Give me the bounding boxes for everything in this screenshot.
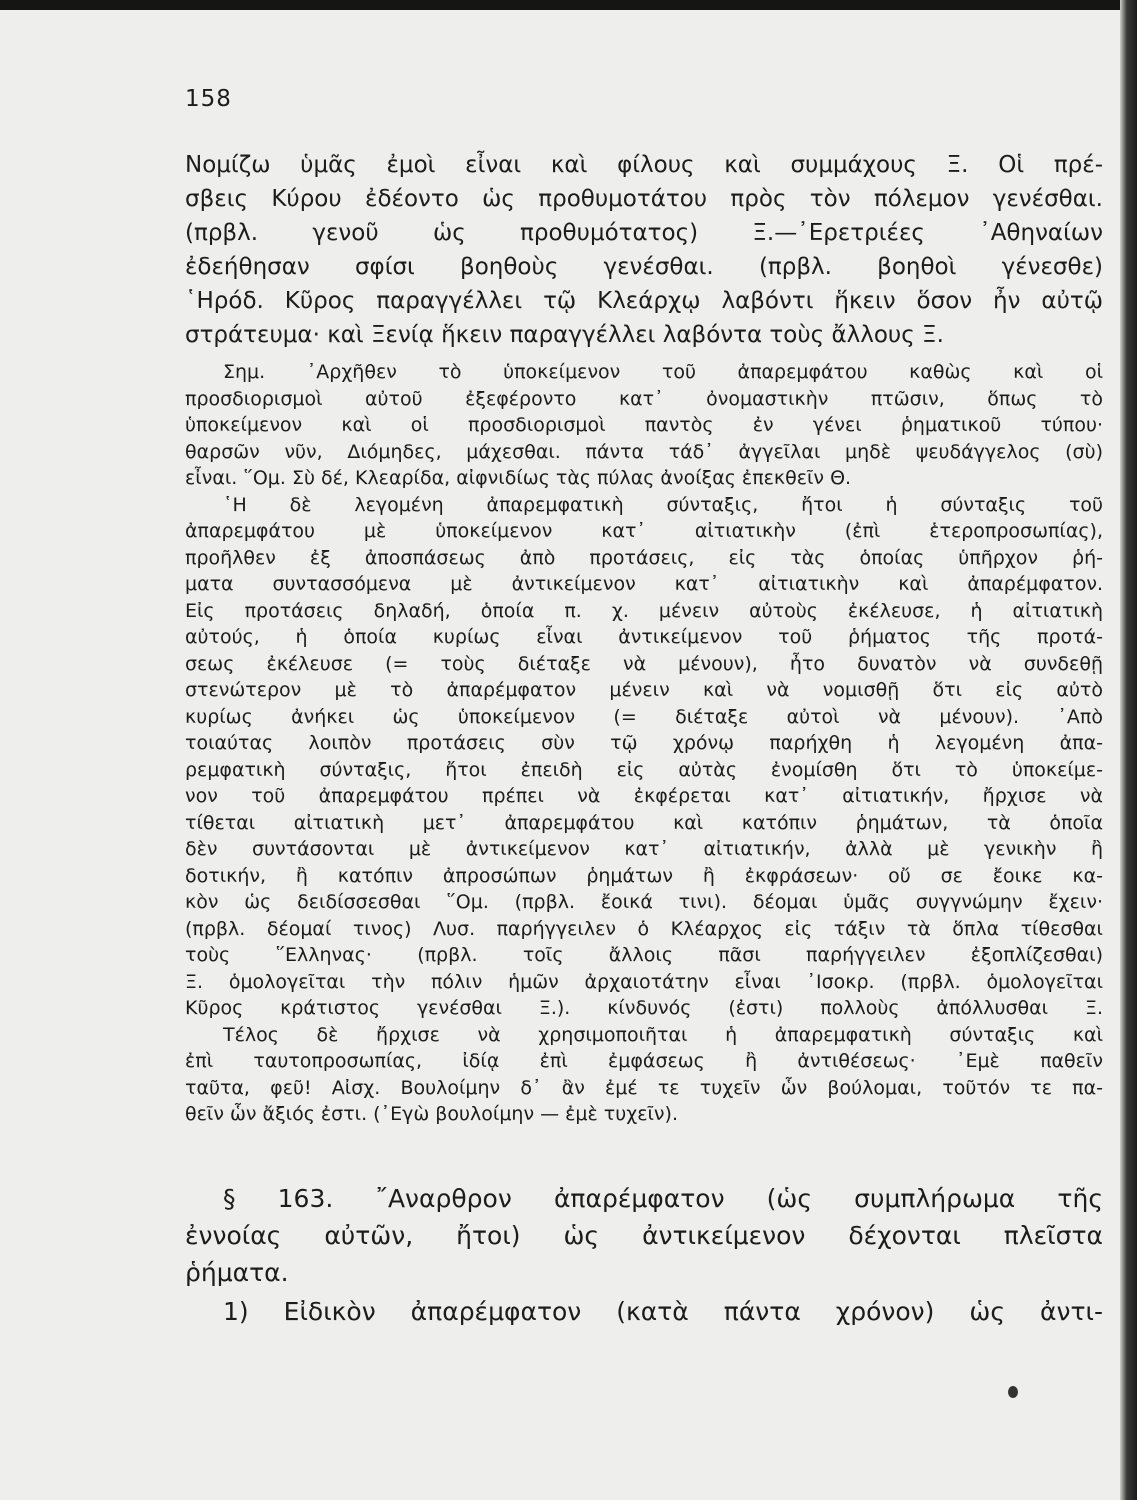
- text-line: στράτευμα· καὶ Ξενίᾳ ἥκειν παραγγέλλει λαβόντα τοὺς ἄλλους Ξ.: [185, 322, 944, 348]
- paragraph-note: [185, 359, 1103, 1128]
- text-line: 1) Εἰδικὸν ἀπαρέμφατον (κατὰ πάντα χρόνον) ὡς ἀντι-: [223, 1297, 1103, 1326]
- text-line: ἐννοίας αὐτῶν, ἤτοι) ὡς ἀντικείμενον δέχονται πλεῖστα: [185, 1221, 1103, 1250]
- text-line: (πρβλ. δέομαί τινος) Λυσ. παρήγγειλεν ὁ Κλέαρχος εἰς τάξιν τὰ ὅπλα τίθεσθαι: [185, 917, 1103, 940]
- text-line: ἀπαρεμφάτου μὲ ὑποκείμενον κατ᾿ αἰτιατικὴν (ἐπὶ ἑτεροπροσωπίας),: [185, 520, 1103, 542]
- text-line: ἐδεήθησαν σφίσι βοηθοὺς γενέσθαι. (πρβλ. βοηθοὶ γένεσθε): [185, 254, 1103, 280]
- text-line: Τέλος δὲ ἤρχισε νὰ χρησιμοποιῆται ἡ ἀπαρεμφατικὴ σύνταξις καὶ: [223, 1023, 1103, 1046]
- text-line: τοὺς ῞Ελληνας· (πρβλ. τοῖς ἄλλοις πᾶσι παρήγγειλεν ἐξοπλίζεσθαι): [185, 944, 1103, 966]
- text-line: ὑποκείμενον καὶ οἱ προσδιορισμοὶ παντὸς ἐν γένει ῥηματικοῦ τύπου·: [185, 414, 1103, 436]
- text-line: Νομίζω ὑμᾶς ἐμοὶ εἶναι καὶ φίλους καὶ συμμάχους Ξ. Οἱ πρέ-: [185, 152, 1103, 178]
- text-line: νον τοῦ ἀπαρεμφάτου πρέπει νὰ ἐκφέρεται κατ᾿ αἰτιατικήν, ἤρχισε νὰ: [185, 785, 1103, 807]
- text-line: αὐτούς, ἡ ὁποία κυρίως εἶναι ἀντικείμενον τοῦ ῥήματος τῆς προτά-: [185, 626, 1103, 648]
- text-line: ταῦτα, φεῦ! Αἰσχ. Βουλοίμην δ᾿ ἂν ἐμέ τε τυχεῖν ὧν βούλομαι, τοῦτόν τε πα-: [185, 1076, 1103, 1099]
- text-line: προσδιορισμοὶ αὐτοῦ ἐξεφέροντο κατ᾿ ὀνομαστικὴν πτῶσιν, ὅπως τὸ: [185, 387, 1103, 410]
- text-line: κὸν ὡς δειδίσσεσθαι ῞Ομ. (πρβλ. ἔοικά τινι). δέομαι ὑμᾶς συγγνώμην ἔχειν·: [185, 891, 1103, 913]
- text-line: δὲν συντάσονται μὲ ἀντικείμενον κατ᾿ αἰτιατικήν, ἀλλὰ μὲ γενικὴν ἢ: [185, 838, 1103, 860]
- text-line: τίθεται αἰτιατικὴ μετ᾿ ἀπαρεμφάτου καὶ κατόπιν ῥημάτων, τὰ ὁποῖα: [185, 811, 1103, 834]
- paragraph-examples: [185, 148, 1103, 352]
- text-line: ἐπὶ ταυτοπροσωπίας, ἰδίᾳ ἐπὶ ἐμφάσεως ἢ ἀντιθέσεως· ᾿Εμὲ παθεῖν: [185, 1050, 1103, 1072]
- text-line: Εἰς προτάσεις δηλαδή, ὁποία π. χ. μένειν αὐτοὺς ἐκέλευσε, ἡ αἰτιατικὴ: [185, 599, 1103, 622]
- text-line: τοιαύτας λοιπὸν προτάσεις σὺν τῷ χρόνῳ παρήχθη ἡ λεγομένη ἀπα-: [185, 732, 1103, 754]
- subsection-1: [185, 1293, 1103, 1330]
- text-line: Ξ. ὁμολογεῖται τὴν πόλιν ἡμῶν ἀρχαιοτάτην εἶναι ᾿Ισοκρ. (πρβλ. ὁμολογεῖται: [185, 970, 1103, 993]
- text-line: σβεις Κύρου ἐδέοντο ὡς προθυμοτάτου πρὸς τὸν πόλεμον γενέσθαι.: [185, 186, 1103, 212]
- section-163-heading: [185, 1180, 1103, 1291]
- text-line: § 163. ῎Αναρθρον ἀπαρέμφατον (ὡς συμπλήρωμα τῆς: [223, 1184, 1103, 1213]
- text-line: θαρσῶν νῦν, Διόμηδες, μάχεσθαι. πάντα τάδ᾿ ἀγγεῖλαι μηδὲ ψευδάγγελος (σὺ): [185, 440, 1103, 463]
- text-line: ῥήματα.: [185, 1258, 289, 1287]
- text-line: σεως ἐκέλευσε (= τοὺς διέταξε νὰ μένουν), ἦτο δυνατὸν νὰ συνδεθῇ: [185, 652, 1103, 675]
- text-line: κυρίως ἀνήκει ὡς ὑποκείμενον (= διέταξε αὐτοὶ νὰ μένουν). ᾿Απὸ: [185, 705, 1103, 728]
- text-line: ῾Ηρόδ. Κῦρος παραγγέλλει τῷ Κλεάρχῳ λαβόντι ἥκειν ὅσον ἦν αὐτῷ: [185, 288, 1103, 314]
- page-number: 158: [185, 86, 232, 112]
- scan-right-edge: [1120, 0, 1137, 1500]
- text-line: στενώτερον μὲ τὸ ἀπαρέμφατον μένειν καὶ νὰ νομισθῇ ὅτι εἰς αὐτὸ: [185, 679, 1103, 701]
- ink-spot: [1008, 1386, 1018, 1398]
- text-line: θεῖν ὧν ἄξιός ἐστι. (᾿Εγὼ βουλοίμην — ἐμὲ τυχεῖν).: [185, 1103, 678, 1125]
- text-line: ῾Η δὲ λεγομένη ἀπαρεμφατικὴ σύνταξις, ἤτοι ἡ σύνταξις τοῦ: [223, 493, 1103, 516]
- text-line: δοτικήν, ἢ κατόπιν ἀπροσώπων ῥημάτων ἢ ἐκφράσεων· οὔ σε ἔοικε κα-: [185, 864, 1103, 887]
- text-line: εἶναι. ῞Ομ. Σὺ δέ, Κλεαρίδα, αἰφνιδίως τὰς πύλας ἀνοίξας ἐπεκθεῖν Θ.: [185, 467, 852, 489]
- text-line: προῆλθεν ἐξ ἀποσπάσεως ἀπὸ προτάσεις, εἰς τὰς ὁποίας ὑπῆρχον ῥή-: [185, 546, 1103, 569]
- text-line: ρεμφατικὴ σύνταξις, ἤτοι ἐπειδὴ εἰς αὐτὰς ἐνομίσθη ὅτι τὸ ὑποκείμε-: [185, 758, 1103, 781]
- text-line: Κῦρος κράτιστος γενέσθαι Ξ.). κίνδυνός (ἐστι) πολλοὺς ἀπόλλυσθαι Ξ.: [185, 997, 1103, 1019]
- text-line: (πρβλ. γενοῦ ὡς προθυμότατος) Ξ.—᾿Ερετριέες ᾿Αθηναίων: [185, 220, 1103, 246]
- text-line: ματα συντασσόμενα μὲ ἀντικείμενον κατ᾿ αἰτιατικὴν καὶ ἀπαρέμφατον.: [185, 573, 1103, 595]
- scan-top-edge: [0, 0, 1137, 10]
- text-line: Σημ. ᾿Αρχῆθεν τὸ ὑποκείμενον τοῦ ἀπαρεμφάτου καθὼς καὶ οἱ: [223, 361, 1103, 383]
